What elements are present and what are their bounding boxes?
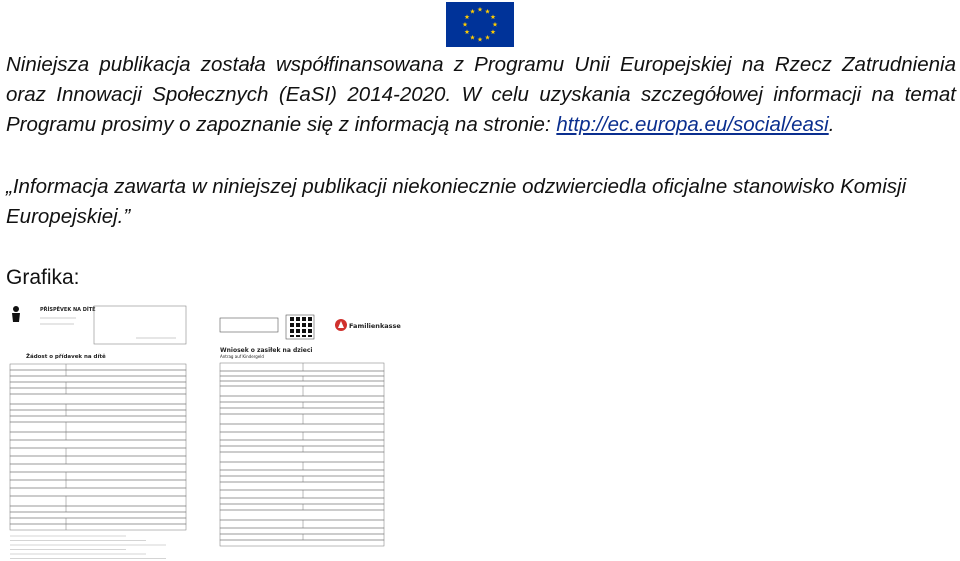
person-icon [12,306,20,322]
eu-flag-logo [446,2,514,47]
funding-text: Niniejsza publikacja została współfinansowana z Programu Unii Europejskiej na Rzecz Zatrudnienia oraz Innowacji Społecznych (EaSI) 2014-2020. W celu uzyskania szczegółowej informacji na temat Programu prosimy o zapoznanie się z informacją na stronie: [6,53,956,136]
form1-header: PŘÍSPĚVEK NA DÍTĚ [40,307,96,313]
form2-title: Wniosek o zasiłek na dzieci [220,347,313,354]
form2-subtitle: Antrag auf Kindergeld [220,354,264,359]
form1-title: Žádost o přídavek na dítě [26,354,106,360]
easi-link[interactable]: http://ec.europa.eu/social/easi [556,113,829,136]
funding-paragraph [6,50,956,140]
grafika-label: Grafika: [6,266,80,289]
form2-brand: Familienkasse [349,322,401,330]
familienkasse-form-thumbnail [218,313,401,558]
familienkasse-logo [335,319,401,331]
barcode-icon [290,317,312,337]
disclaimer-paragraph: „Informacja zawarta w niniejszej publikacji niekoniecznie odzwierciedla oficjalne stanowisko Komisji Europejskiej.” [6,175,907,228]
funding-period: . [828,113,835,136]
czech-form-thumbnail [6,302,192,560]
